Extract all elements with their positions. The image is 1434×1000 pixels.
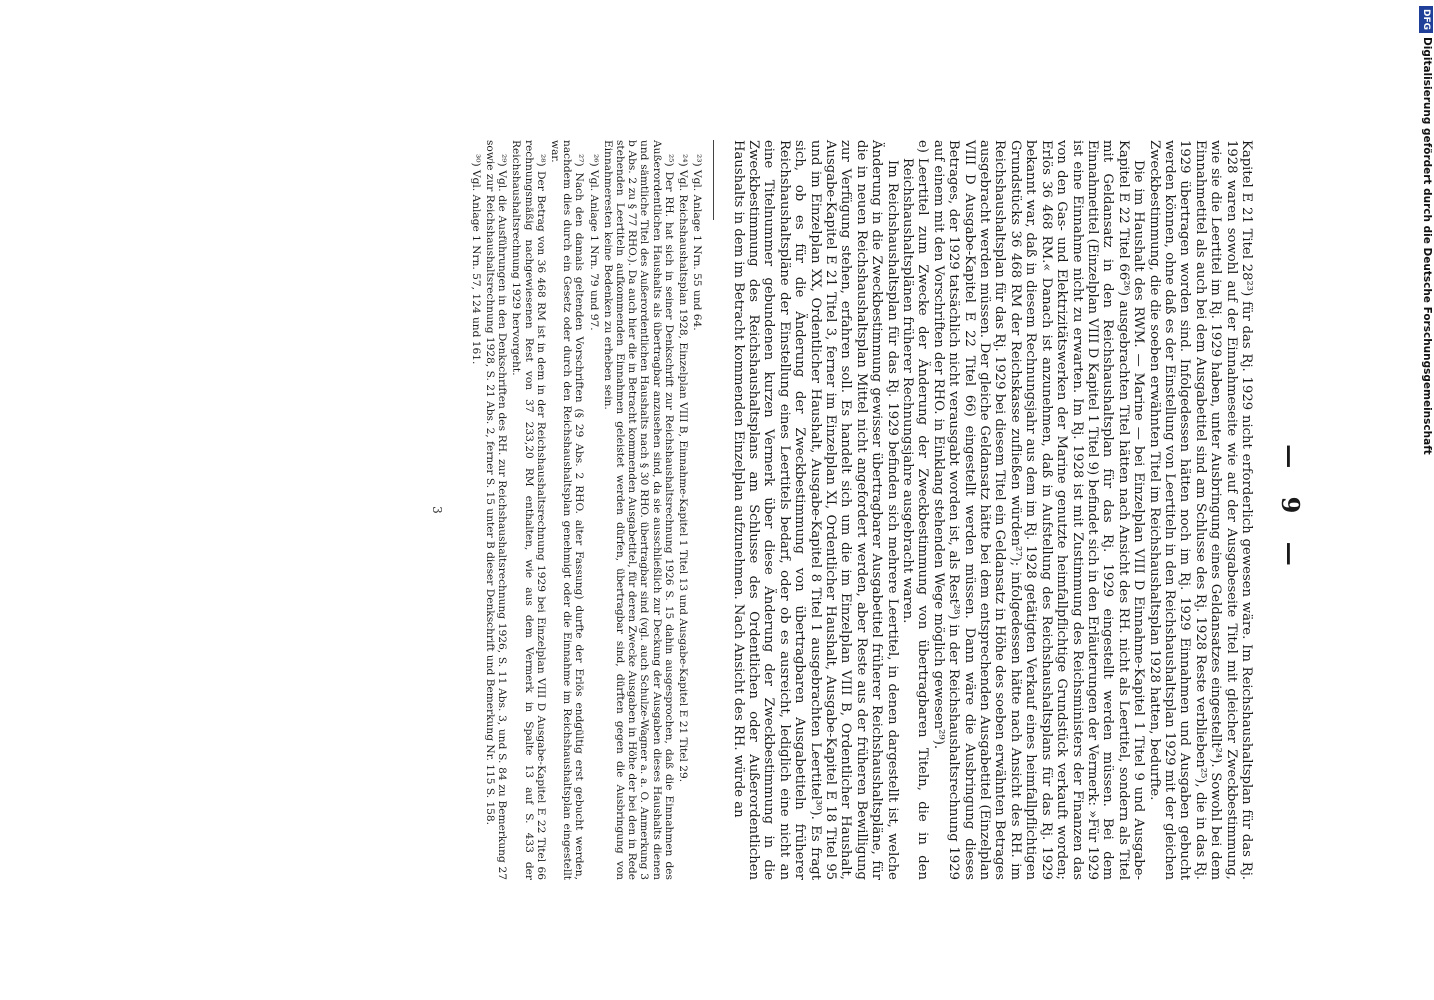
page-number: 3	[429, 506, 444, 514]
rotated-page-content	[145, 140, 1305, 880]
page-header: — 9 —	[1276, 444, 1305, 576]
footnote: ²⁹) Vgl. die Ausführungen in den Denkschriften des RH. zur Reichshaushaltsrechnung 1926, S. 11 Abs. 3, und S. 84 zu Bemerkung 27 sowie zur Reichshaushaltsrechnung 1928, S. 21 Abs. 2, ferner S. 15 unter B dieser Denkschrift und Bemerkung Nr. 115 S. 158.	[483, 140, 509, 880]
footnote: ²⁴) Vgl. Reichshaushaltsplan 1928, Einzelplan VIII B, Einnahme-Kapitel 1 Titel 13 und Ausgabe-Kapitel E 21 Titel 29.	[676, 154, 689, 783]
paragraph: Die im Haushalt des RWM. — Marine — bei Einzelplan VIII D Einnahme-Kapitel 1 Titel 9 und Ausgabe-Kapitel E 22 Titel 66²⁶) ausgebrachten Titel hätten nach Ansicht des RH. nicht als Leertitel, sondern als Titel mit Geldansatz in den Reichshaushaltsplan für das Rj. 1929 eingestellt werden müssen. Bei dem Einnahmetitel (Einzelplan VIII D Kapitel 1 Titel 9) befindet sich in den Erläuterungen der Vermerk: »Für 1929 ist eine Einnahme nicht zu erwarten. Im Rj. 1928 ist mit Zustimmung des Reichsministers der Finanzen das von den Gas- und Elektrizitätswerken der Marine genutzte heimfallpflichtige Grundstück verkauft worden; Erlös 36 468 RM.« Danach ist anzunehmen, daß in Aufstellung des Reichshaushaltsplans für das Rj. 1929 bekannt war, daß in diesem Rechnungsjahr aus dem im Rj. 1928 getätigten Verkauf eines heimfallpflichtigen Grundstücks 36 468 RM der Reichskasse zufließen würden²⁷); infolgedessen hätte nach Ansicht des RH. im Reichshaushaltsplan für das Rj. 1929 bei diesem Titel ein Geldansatz in Höhe des soeben erwähnten Betrages ausgebracht werden müssen. Der gleiche Geldansatz hätte bei dem entsprechenden Ausgabetitel (Einzelplan VIII D Ausgabe-Kapitel E 22 Titel 66) eingestellt werden müssen. Dann wäre die Ausbringung dieses Betrages, der 1929 tatsächlich nicht verausgabt worden ist, als Rest²⁸) in der Reichshaushaltsrechnung 1929 auf einem mit den Vorschriften der RHO. in Einklang stehenden Wege möglich gewesen²⁹).	[930, 140, 1147, 880]
footnote: ²⁷) Nach den damals geltenden Vorschriften (§ 29 Abs. 2 RHO. alter Fassung) durfte der Erlös endgültig erst gebucht werden, nachdem dies durch ein Gesetz oder durch den Reichshaushaltsplan genehmigt oder die Einnahme im Reichshaushaltsplan eingestellt war.	[548, 140, 586, 880]
footnote: ²³) Vgl. Anlage 1 Nrn. 55 und 64.	[691, 154, 704, 331]
footnote: ²⁸) Der Betrag von 36 468 RM ist in dem in der Reichshaushaltsrechnung 1929 bei Einzelplan VIII D Ausgabe-Kapitel E 22 Titel 66 rechnungsmäßig nachgewiesenen Rest von 37 233,20 RM enthalten, wie aus dem Vermerk in Spalte 13 auf S. 433 der Reichshaushaltsrechnung 1929 hervorgeht.	[510, 140, 547, 880]
dfg-logo: DFG	[1419, 6, 1433, 33]
paragraph: Kapitel E 21 Titel 28²³) für das Rj. 1929 nicht erforderlich gewesen wäre. Im Reichshaushaltsplan für das Rj. 1928 waren sowohl auf der Einnahmeseite wie auf der Ausgabeseite Titel mit gleicher Zweckbestimmung, wie sie die Leertitel im Rj. 1929 haben, unter Ausbringung eines Geldansatzes eingestellt²⁴). Sowohl bei dem Einnahmetitel als auch bei dem Ausgabetitel sind am Schlusse des Rj. 1928 Reste verblieben²⁵), die in das Rj. 1929 übertragen worden sind. Infolgedessen hätten noch im Rj. 1929 Einnahmen und Ausgaben gebucht werden können, ohne daß es der Einstellung von Leertiteln in den Reichshaushaltsplan 1929 mit der gleichen Zweckbestimmung, die die soeben erwähnten Titel im Reichshaushaltsplan 1928 hatten, bedurfte.	[1146, 140, 1254, 880]
footnote: ³⁰) Vgl. Anlage 1 Nrn. 57, 124 und 161.	[469, 154, 482, 365]
list-item-label: e)	[915, 140, 931, 153]
body-text	[730, 140, 1254, 880]
digitization-credit	[1419, 6, 1434, 455]
credit-text: Digitalisierung gefördert durch die Deutsche Forschungsgemeinschaft	[1421, 37, 1433, 455]
footnote: ²⁵) Der RH. hat sich in seiner Denkschrift zur Reichshaushaltsrechnung 1926 S. 15 dahin ausgesprochen, daß die Einnahmen des Außerordentlichen Haushalts als übertragbar anzusehen sind, da sie ausschließlich zur Deckung der Ausgaben dieses Haushalts dienen und sämtliche Titel des Außerordentlichen Haushalts nach § 30 RHO. übertragbar sind (vgl. auch Schulze-Wagner a. a. O. Anmerkung 3 b Abs. 2 zu § 77 RHO.). Da auch hier die in Betracht kommenden Ausgabetitel, für deren Zwecke Ausgaben in Höhe der bei den in Rede stehenden Leertiteln aufkommenden Einnahmen geleistet werden dürfen, übertragbar sind, dürften gegen die Ausbringung von Einnahmeresten keine Bedenken zu erheben sein.	[601, 140, 675, 880]
list-item	[900, 140, 931, 880]
footnotes	[470, 140, 704, 880]
footnote: ²⁶) Vgl. Anlage 1 Nrn. 79 und 97.	[587, 154, 600, 331]
list-item-text: Leertitel zum Zwecke der Änderung der Zweckbestimmung von übertragbaren Titeln, die in den Reichshaushaltsplänen früherer Rechnungsjahre ausgebracht waren.	[900, 158, 931, 880]
paragraph: Im Reichshaushaltsplan für das Rj. 1929 befinden sich mehrere Leertitel, in denen dargestellt ist, welche Änderung in die Zweckbestimmung gewisser übertragbarer Ausgabetitel früherer Reichshaushaltspläne, für die in neuen Reichshaushaltsplan Mittel nicht angefordert werden, aber Reste aus der früheren Bewilligung zur Verfügung stehen, erfahren soll. Es handelt sich um die im Einzelplan VIII B, Ordentlicher Haushalt, Ausgabe-Kapitel E 21 Titel 3, ferner im Einzelplan XI, Ordentlicher Haushalt, Ausgabe-Kapitel E 18 Titel 95 und im Einzelplan XX, Ordentlicher Haushalt, Ausgabe-Kapitel 8 Titel 1 ausgebrachten Leertitel³⁰). Es fragt sich, ob es für die Änderung der Zweckbestimmung von übertragbaren Ausgabetiteln früherer Reichshaushaltspläne der Einstellung eines Leertitels bedarf, oder ob es ausreicht, lediglich eine nicht an eine Titelnummer gebundenen kurzen Vermerk über diese Änderung der Zweckbestimmung in die Zweckbestimmung des Reichshaushaltsplans am Schlusse des Ordentlichen oder Außerordentlichen Haushalts in dem im Betracht kommenden Einzelplan aufzunehmen. Nach Ansicht des RH. würde an	[730, 140, 900, 880]
footnote-rule	[713, 140, 714, 220]
